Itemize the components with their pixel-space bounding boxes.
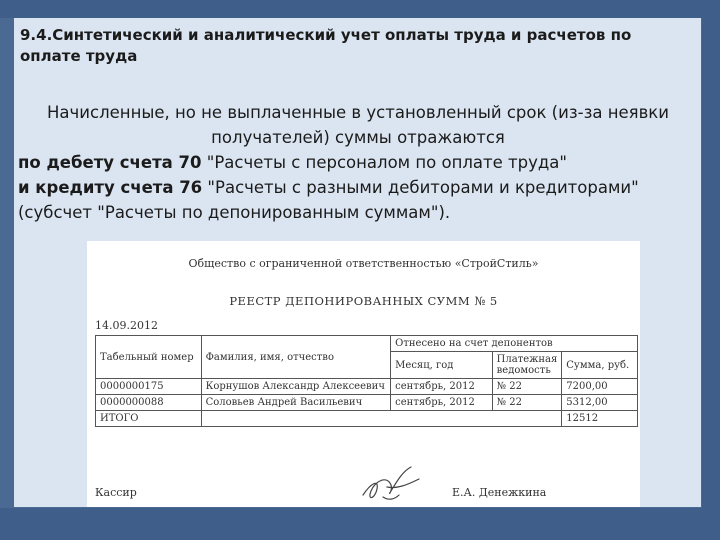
debit-description: "Расчеты с персоналом по оплате труда" bbox=[201, 153, 567, 172]
header-amount: Сумма, руб. bbox=[562, 352, 638, 379]
right-frame-bar bbox=[702, 0, 720, 540]
cashier-name: Е.А. Денежкина bbox=[452, 486, 547, 499]
cell-payment-sheet: № 22 bbox=[492, 379, 562, 395]
cell-amount: 7200,00 bbox=[562, 379, 638, 395]
cell-month-year: сентябрь, 2012 bbox=[391, 395, 493, 411]
table-total-row bbox=[96, 411, 638, 427]
total-label: ИТОГО bbox=[96, 411, 202, 427]
cell-tab-number: 0000000088 bbox=[96, 395, 202, 411]
cell-amount: 5312,00 bbox=[562, 395, 638, 411]
bottom-frame-bar bbox=[0, 508, 720, 540]
cell-full-name: Корнушов Александр Алексеевич bbox=[201, 379, 391, 395]
cell-payment-sheet: № 22 bbox=[492, 395, 562, 411]
credit-account: и кредиту счета 76 bbox=[18, 178, 203, 197]
header-group: Отнесено на счет депонентов bbox=[391, 336, 638, 352]
cell-tab-number: 0000000175 bbox=[96, 379, 202, 395]
debit-line bbox=[18, 150, 698, 175]
register-date: 14.09.2012 bbox=[95, 319, 158, 332]
cashier-label: Кассир bbox=[95, 486, 137, 499]
signature-image bbox=[357, 461, 427, 509]
total-empty bbox=[201, 411, 562, 427]
register-table bbox=[95, 335, 638, 427]
debit-account: по дебету счета 70 bbox=[18, 153, 202, 172]
slide-body bbox=[18, 100, 698, 225]
credit-line bbox=[18, 175, 698, 200]
organization-name: Общество с ограниченной ответственностью «СтройСтиль» bbox=[188, 257, 539, 270]
header-full-name: Фамилия, имя, отчество bbox=[201, 336, 391, 379]
header-month-year: Месяц, год bbox=[391, 352, 493, 379]
slide-panel bbox=[14, 18, 701, 507]
cell-month-year: сентябрь, 2012 bbox=[391, 379, 493, 395]
credit-description: "Расчеты с разными дебиторами и кредиторами" bbox=[202, 178, 639, 197]
top-frame-bar bbox=[0, 0, 720, 18]
slide-title: 9.4.Синтетический и аналитический учет оплаты труда и расчетов по оплате труда bbox=[20, 26, 632, 65]
total-value: 12512 bbox=[562, 411, 638, 427]
paragraph-line-2: получателей) суммы отражаются bbox=[211, 128, 505, 147]
table-row bbox=[96, 395, 638, 411]
cell-full-name: Соловьев Андрей Васильевич bbox=[201, 395, 391, 411]
paragraph-line-1: Начисленные, но не выплаченные в установленный срок (из-за неявки bbox=[47, 103, 669, 122]
table-row bbox=[96, 379, 638, 395]
header-payment-sheet: Платежная ведомость bbox=[492, 352, 562, 379]
table-header-row bbox=[96, 336, 638, 352]
register-title: РЕЕСТР ДЕПОНИРОВАННЫХ СУММ № 5 bbox=[229, 294, 498, 308]
deposit-register-document bbox=[87, 241, 640, 507]
header-tab-number: Табельный номер bbox=[96, 336, 202, 379]
subaccount-line: (субсчет "Расчеты по депонированным суммам"). bbox=[18, 203, 451, 222]
